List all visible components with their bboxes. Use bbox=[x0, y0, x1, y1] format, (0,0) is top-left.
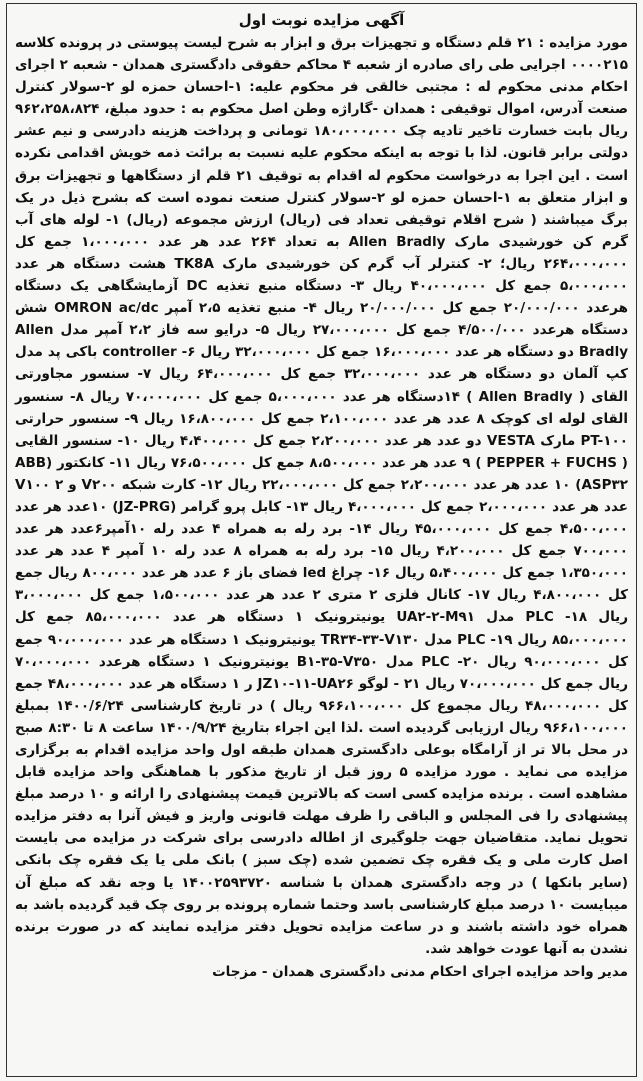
notice-body: مورد مزایده : ۲۱ قلم دستگاه و تجهیزات برق و ابزار به شرح لیست پیوستی در پرونده کلاسه ۰۰۰۰۲۱۵ اجرایی طی رای صادره از شعبه ۴ محاکم حقوقی دادگستری همدان - شعبه ۲ اجرای احکام مدنی محکوم له : مجتبی خالقی فر محکوم علیه: ۱-احسان حمزه لو ۲-سولار کنترل صنعت آدرس، اموال توقیفی : همدان -گاراژه وطن اصل محکوم به : حدود مبلغ، ۹۶۲،۲۵۸،۸۲۴ ریال بابت خسارت تاخیر تادیه چک ۱۸۰،۰۰۰،۰۰۰ تومانی و پرداخت هزینه دادرسی و نیم عشر دولتی برابر قانون. لذا با توجه به اینکه محکوم علیه نسبت به برائت ذمه خویش اقدامی نکرده است . این اجرا به درخواست محکوم له اقدام به توقیف ۲۱ قلم از دستگاهها و تجهیزات برق و ابزار متعلق به ۱-احسان حمزه لو ۲-سولار کنترل صنعت نموده است که بشرح ذیل در یک برگ میباشند ( شرح اقلام توقیفی تعداد فی (ریال) ارزش مجموعه (ریال) ۱- لوله های آب گرم کن خورشیدی مارک Allen Bradly به تعداد ۲۶۴ عدد هر عدد ۱،۰۰۰،۰۰۰ جمع کل ۲۶۴،۰۰۰،۰۰۰ ریال؛ ۲- کنترلر آب گرم کن خورشیدی مارک TK8A هشت دستگاه هر عدد ۵،۰۰۰،۰۰۰ جمع کل ۴۰،۰۰۰،۰۰۰ ریال ۳- دستگاه منبع تغذیه DC آزمایشگاهی یک دستگاه هرعدد ۲۰/۰۰۰/۰۰۰ جمع کل ۲۰/۰۰۰/۰۰۰ ریال ۴- منبع تغذیه ۲،۵ آمپر OMRON ac/dc شش دستگاه هرعدد ۴/۵۰۰/۰۰۰ جمع کل ۲۷،۰۰۰،۰۰۰ ریال ۵- درایو سه فاز ۲،۲ آمپر مدل Allen Bradly دو دستگاه هر عدد ۱۶،۰۰۰،۰۰۰ جمع کل ۳۲،۰۰۰،۰۰۰ ریال ۶- controller باکی پد مدل کپ آلمان دو دستگاه هر عدد ۳۲،۰۰۰،۰۰۰ جمع کل ۶۴،۰۰۰،۰۰۰ ریال ۷- سنسور مجاورتی القای ( Allen Bradly ) ۱۴دستگاه هر عدد ۵،۰۰۰،۰۰۰ جمع کل ۷۰،۰۰۰،۰۰۰ ریال ۸- سنسور القای لوله ای کوچک ۸ عدد هر عدد ۲،۱۰۰،۰۰۰ جمع کل ۱۶،۸۰۰،۰۰۰ ریال ۹- سنسور حرارتی PT-۱۰۰ مارک VESTA دو عدد هر عدد ۲،۲۰۰،۰۰۰ جمع کل ۴،۴۰۰،۰۰۰ ریال ۱۰- سنسور القایی ( PEPPER + FUCHS ) ۹ عدد هر عدد ۸،۵۰۰،۰۰۰ جمع کل ۷۶،۵۰۰،۰۰۰ ریال ۱۱- کانکتور (ABB ASP۳۲) ۱۰ عدد هر عدد ۲،۲۰۰،۰۰۰ جمع کل ۲۲،۰۰۰،۰۰۰ ریال ۱۲- کارت شبکه V۲۰۰ و V۱۰۰ ۲ عدد هر عدد ۲،۰۰۰،۰۰۰ جمع کل ۴،۰۰۰،۰۰۰ ریال ۱۳- کابل پرو گرامر (JZ-PRG) ۱۰عدد هر عدد ۴،۵۰۰،۰۰۰ جمع کل ۴۵،۰۰۰،۰۰۰ ریال ۱۴- برد رله به همراه ۴ عدد رله ۱۰آمپر۶عدد هر عدد ۷۰۰،۰۰۰ جمع کل ۴،۲۰۰،۰۰۰ ریال ۱۵- برد رله به همراه ۸ عدد رله ۱۰ آمپر ۴ عدد هر عدد ۱،۳۵۰،۰۰۰ جمع کل ۵،۴۰۰،۰۰۰ ریال ۱۶- چراغ led فضای باز ۶ عدد هر عدد ۸۰۰،۰۰۰ ریال جمع کل ۴،۸۰۰،۰۰۰ ریال ۱۷- کانال فلزی ۲ متری ۲ عدد هر عدد ۱،۵۰۰،۰۰۰ جمع کل ۳،۰۰۰،۰۰۰ ریال ۱۸- PLC مدل UA۲-۲-M۹۱ یونیترونیک ۱ دستگاه هر عدد ۸۵،۰۰۰،۰۰۰ جمع کل ۸۵،۰۰۰،۰۰۰ ریال ۱۹- PLC مدل TR۳۴-۳۳-V۱۳۰ یونیترونیک ۱ دستگاه هر عدد ۹۰،۰۰۰،۰۰۰ جمع کل ۹۰،۰۰۰،۰۰۰ ریال ۲۰- PLC مدل B۱-۳۵-V۳۵۰ یونیترونیک ۱ دستگاه هرعدد ۷۰،۰۰۰،۰۰۰ ریال جمع کل ۷۰،۰۰۰،۰۰۰ ریال ۲۱ - لوگو JZ۱۰-۱۱-UA۲۶ ر ۱ دستگاه هر عدد ۴۸،۰۰۰،۰۰۰ جمع کل ۴۸،۰۰۰،۰۰۰ ریال مجموع کل ۹۶۶،۱۰۰،۰۰۰ ریال ) در تاریخ کارشناسی ۱۴۰۰/۶/۲۴ بمبلغ ۹۶۶،۱۰۰،۰۰۰ ریال ارزیابی گردیده است .لذا این اجراء بتاریخ ۱۴۰۰/۹/۲۴ ساعت ۸ تا ۸:۳۰ صبح در محل بالا تر از آرامگاه بوعلی دادگستری همدان طبقه اول واحد مزایده اقدام به برگزاری مزایده می نماید . مورد مزایده ۵ روز قبل از تاریخ مذکور با هماهنگی واحد مزایده قابل مشاهده است . برنده مزایده کسی است که بالاترین قیمت پیشنهادی را ارائه و ۱۰ درصد مبلغ پیشنهادی را فی المجلس و الباقی را ظرف مهلت قانونی واریز و فیش آنرا به دفتر مزایده تحویل نماید. متقاضیان جهت جلوگیری از اطاله دادرسی برای شرکت در مزایده می بایست اصل کارت ملی و یک فقره چک تضمین شده (چک سبز ) بانک ملی یا یک فقره چک بانکی (سایر بانکها ) در وجه دادگستری همدان با شناسه ۱۴۰۰۲۵۹۳۷۲۰ یا وجه نقد که مبلغ آن میبایست ۱۰ درصد مبلغ کارشناسی باسد وحتما شماره پرونده بر روی چک قید گردیده باشد به همراه خود داشته باشند و در ساعت مزایده تحویل دفتر مزایده نمایند که در صورت برنده نشدن به آنها عودت خواهد شد. bbox=[15, 35, 629, 957]
notice-signature: مدیر واحد مزایده اجرای احکام مدنی دادگستری همدان - مزجات bbox=[212, 963, 628, 980]
notice-title: آگهی مزایده نوبت اول bbox=[238, 11, 405, 29]
notice-frame bbox=[6, 3, 637, 1077]
